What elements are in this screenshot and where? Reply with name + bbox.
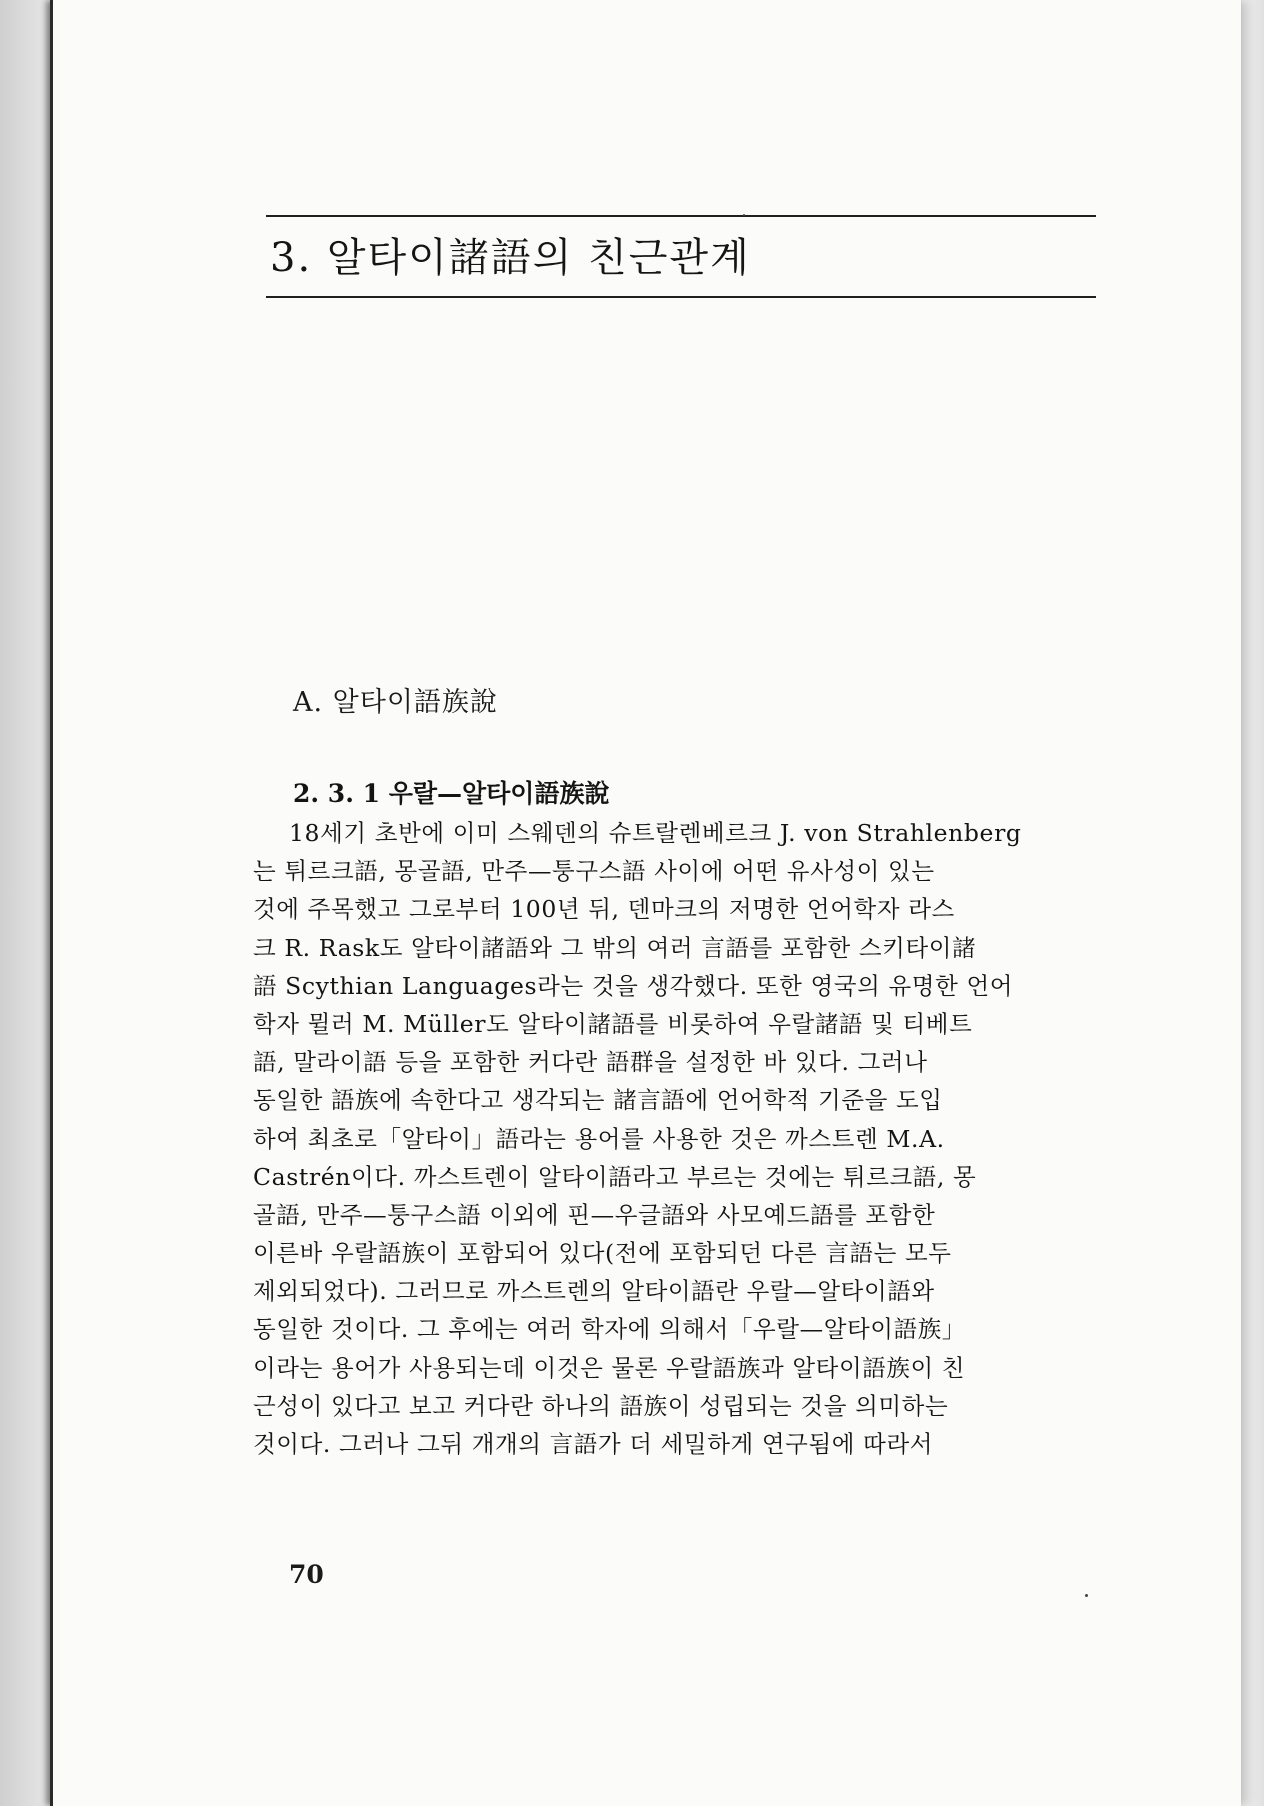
- chapter-title: 3. 알타이諸語의 친근관계: [270, 235, 751, 281]
- body-line: 동일한 語族에 속한다고 생각되는 諸言語에 언어학적 기준을 도입: [253, 1086, 943, 1115]
- body-line: 제외되었다). 그러므로 까스트렌의 알타이語란 우랄—알타이語와: [253, 1277, 935, 1306]
- body-line: 크 R. Rask도 알타이諸語와 그 밖의 여러 言語를 포함한 스키타이諸: [253, 933, 977, 962]
- body-line: 이라는 용어가 사용되는데 이것은 물론 우랄語族과 알타이語族이 친: [253, 1353, 966, 1382]
- body-line: 동일한 것이다. 그 후에는 여러 학자에 의해서「우랄—알타이語族」: [253, 1315, 966, 1344]
- scan-speck: [743, 214, 745, 216]
- body-line: 이른바 우랄語族이 포함되어 있다(전에 포함되던 다른 言語는 모두: [253, 1239, 952, 1268]
- body-line: 근성이 있다고 보고 커다란 하나의 語族이 성립되는 것을 의미하는: [253, 1391, 949, 1420]
- page-number: 70: [289, 1560, 324, 1589]
- chapter-rule-bottom: [266, 296, 1096, 298]
- body-line: 는 튀르크語, 몽골語, 만주—퉁구스語 사이에 어떤 유사성이 있는: [253, 857, 935, 886]
- section-heading: A. 알타이語族說: [293, 687, 498, 718]
- chapter-rule-top: [266, 215, 1096, 217]
- subsection-heading: 2. 3. 1 우랄—알타이語族說: [293, 779, 610, 808]
- body-line: 18세기 초반에 이미 스웨덴의 슈트랄렌베르크 J. von Strahlenberg: [289, 819, 1022, 847]
- body-line: 것이다. 그러나 그뒤 개개의 言語가 더 세밀하게 연구됨에 따라서: [253, 1430, 934, 1458]
- body-line: 것에 주목했고 그로부터 100년 뒤, 덴마크의 저명한 언어학자 라스: [253, 895, 955, 924]
- body-line: 語 Scythian Languages라는 것을 생각했다. 또한 영국의 유명한 언어: [253, 971, 1014, 1000]
- body-line: 하여 최초로「알타이」語라는 용어를 사용한 것은 까스트렌 M.A.: [253, 1124, 945, 1153]
- scan-speck: [1085, 1594, 1088, 1597]
- body-line: 語, 말라이語 등을 포함한 커다란 語群을 설정한 바 있다. 그러나: [253, 1048, 928, 1077]
- body-line: 골語, 만주—퉁구스語 이외에 핀—우글語와 사모예드語를 포함한: [253, 1200, 936, 1229]
- book-page: [50, 0, 1241, 1806]
- body-line: Castrén이다. 까스트렌이 알타이語라고 부르는 것에는 튀르크語, 몽: [253, 1162, 977, 1191]
- body-paragraph: [253, 814, 1103, 1463]
- body-line: 학자 뮐러 M. Müller도 알타이諸語를 비롯하여 우랄諸語 및 티베트: [253, 1009, 973, 1038]
